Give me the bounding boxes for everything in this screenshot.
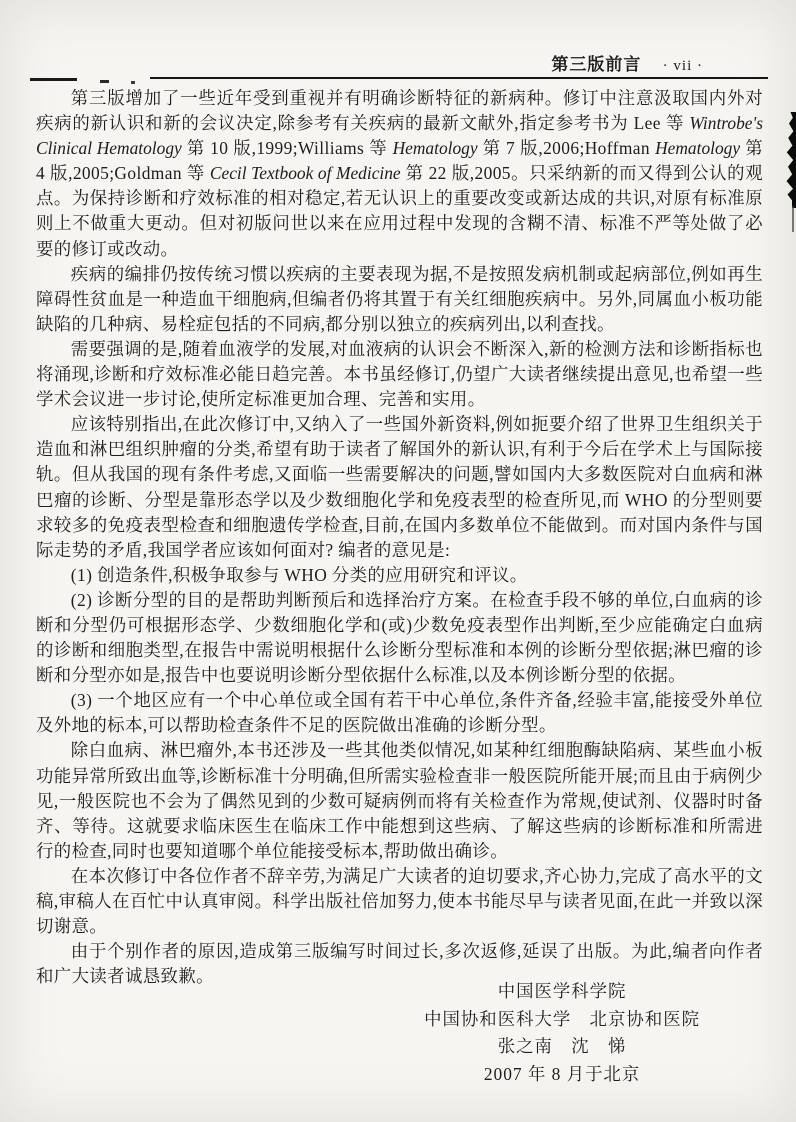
paragraph: (3) 一个地区应有一个中心单位或全国有若干中心单位,条件齐备,经验丰富,能接受外单位及外地的标本,可以帮助检查条件不足的医院做出准确的诊断分型。 bbox=[36, 690, 763, 736]
paragraph: 应该特别指出,在此次修订中,又纳入了一些国外新资料,例如扼要介绍了世界卫生组织关于造血和淋巴组织肿瘤的分类,希望有助于读者了解国外的新认识,有利于今后在学术上与国际接轨。但从我国的现有条件考虑,又面临一些需要解决的问题,譬如国内大多数医院对白血病和淋巴瘤的诊断、分型是靠形态学以及少数细胞化学和免疫表型的检查所见,而 WHO 的分型则要求较多的免疫表型检查和细胞遗传学检查,目前,在国内多数单位不能做到。而对国内条件与国际走势的矛盾,我国学者应该如何面对? 编者的意见是: bbox=[36, 414, 763, 560]
chapter-title: 第三版前言 bbox=[551, 55, 642, 74]
header-rule-dot bbox=[131, 81, 135, 84]
header-rule-dot bbox=[100, 80, 109, 83]
paragraph: (2) 诊断分型的目的是帮助判断预后和选择治疗方案。在检查手段不够的单位,白血病的诊断和分型仍可根据形态学、少数细胞化学和(或)少数免疫表型作出判断,至少应能确定白血病的诊断和细胞类型,在报告中需说明根据什么诊断分型标准和本例的诊断分型依据;淋巴瘤的诊断和分型亦如是,报告中也要说明诊断分型依据什么标准,以及本例诊断分型的依据。 bbox=[36, 589, 763, 686]
paragraph: 需要强调的是,随着血液学的发展,对血液病的认识会不断深入,新的检测方法和诊断指标也将涌现,诊断和疗效标准必能日趋完善。本书虽经修订,仍望广大读者继续提出意见,也希望一些学术会议进一步讨论,使所定标准更加合理、完善和实用。 bbox=[36, 338, 763, 410]
scan-artifact-mark bbox=[786, 112, 796, 208]
scan-artifact-mark bbox=[792, 206, 795, 232]
running-head bbox=[551, 50, 703, 75]
signature-institution: 中国协和医科大学 北京协和医院 bbox=[424, 1008, 700, 1029]
header-rule bbox=[150, 77, 768, 79]
header-rule-left-fragment bbox=[30, 78, 77, 81]
signature-institution: 中国医学科学院 bbox=[497, 981, 627, 1001]
signature-block bbox=[424, 978, 700, 1088]
paragraph: 在本次修订中各位作者不辞辛劳,为满足广大读者的迫切要求,齐心协力,完成了高水平的文稿,审稿人在百忙中认真审阅。科学出版社倍加努力,使本书能尽早与读者见面,在此一并致以深切谢意。 bbox=[36, 865, 763, 937]
page-number: · vii · bbox=[662, 58, 703, 74]
paragraph: 第三版增加了一些近年受到重视并有明确诊断特征的新病种。修订中注意汲取国内外对疾病的新认识和新的会议决定,除参考有关疾病的最新文献外,指定参考书为 Lee 等 Wintrobe's Clinical Hematology 第 10 版,1999;Williams 等 Hematology 第 7 版,2006;Hoffman Hematology 第 4 版,2005;Goldman 等 Cecil Textbook of Medicine 第 22 版,2005。只采纳新的而又得到公认的观点。为保持诊断和疗效标准的相对稳定,若无认识上的重要改变或新达成的共识,对原有标准原则上不做重大更动。但对初版问世以来在应用过程中发现的含糊不清、标准不严等处做了必要的修订或改动。 bbox=[36, 88, 763, 259]
preface-body bbox=[36, 86, 763, 989]
paragraph: (1) 创造条件,积极争取参与 WHO 分类的应用研究和评议。 bbox=[70, 564, 528, 585]
paragraph: 疾病的编排仍按传统习惯以疾病的主要表现为据,不是按照发病机制或起病部位,例如再生障碍性贫血是一种造血干细胞病,但编者仍将其置于有关红细胞疾病中。另外,同属血小板功能缺陷的几种病、易栓症包括的不同病,都分别以独立的疾病列出,以利查找。 bbox=[36, 263, 763, 334]
paragraph: 由于个别作者的原因,造成第三版编写时间过长,多次返修,延误了出版。为此,编者向作者和广大读者诚恳致歉。 bbox=[36, 941, 763, 987]
paragraph: 除白血病、淋巴瘤外,本书还涉及一些其他类似情况,如某种红细胞酶缺陷病、某些血小板功能异常所致出血等,诊断标准十分明确,但所需实验检查非一般医院所能开展;而且由于病例少见,一般医院也不会为了偶然见到的少数可疑病例而将有关检查作为常规,使试剂、仪器时时备齐、等待。这就要求临床医生在临床工作中能想到这些病、了解这些病的诊断标准和所需进行的检查,同时也要知道哪个单位能接受标本,帮助做出确诊。 bbox=[36, 740, 763, 861]
signature-date: 2007 年 8 月于北京 bbox=[483, 1063, 641, 1084]
signature-authors: 张之南 沈 悌 bbox=[497, 1036, 627, 1056]
